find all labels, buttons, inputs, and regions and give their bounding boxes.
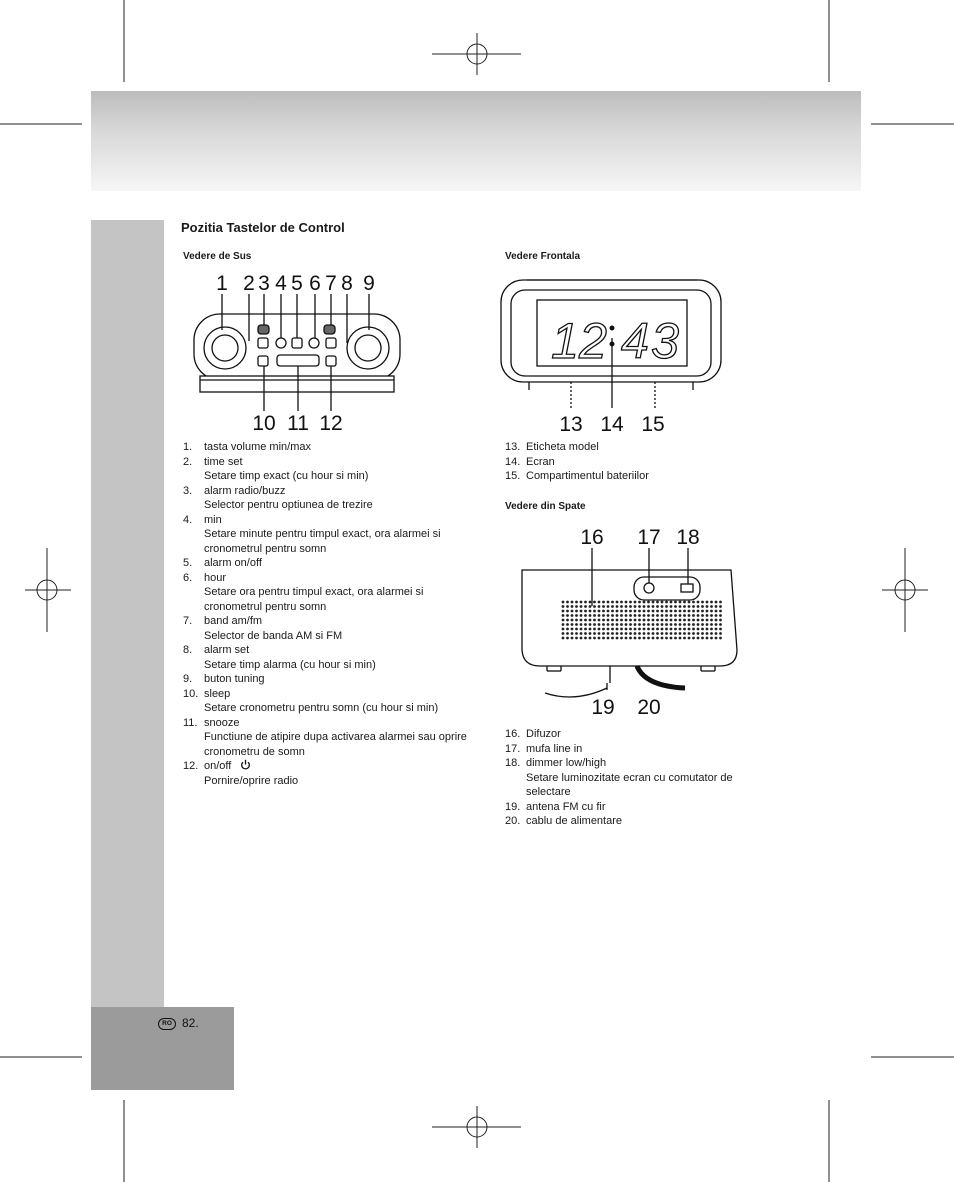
- callout-17: 17: [637, 526, 661, 549]
- callout-13: 13: [559, 413, 583, 436]
- list-item: 13. Eticheta model: [505, 441, 599, 453]
- list-item: 3. alarm radio/buzz Selector pentru optiunea de trezire: [183, 484, 373, 511]
- back-list: [505, 727, 765, 829]
- list-item: 7. band am/fm Selector de banda AM si FM: [183, 615, 343, 642]
- back-view-title: Vedere din Spate: [505, 501, 586, 512]
- callout-3: 3: [258, 272, 270, 295]
- callout-4: 4: [275, 272, 287, 295]
- page-number: 82.: [182, 1016, 199, 1030]
- callout-15: 15: [641, 413, 665, 436]
- list-item: 16. Difuzor: [505, 728, 561, 740]
- list-item: 2. time set Setare timp exact (cu hour si min): [183, 455, 369, 482]
- callout-10: 10: [252, 412, 276, 435]
- callout-16: 16: [580, 526, 604, 549]
- display-digit-4: 3: [651, 313, 679, 369]
- callout-7: 7: [325, 272, 337, 295]
- front-view-diagram: [497, 268, 727, 436]
- speaker-grille: [562, 601, 722, 640]
- list-item: 19. antena FM cu fir: [505, 800, 606, 813]
- side-bar: [91, 220, 164, 1007]
- callout-1: 1: [216, 272, 228, 295]
- back-view-diagram: [515, 518, 745, 718]
- front-list: [505, 440, 765, 484]
- list-item: 11. snooze Functiune de atipire dupa activarea alarmei sau oprire cronometru de somn: [183, 716, 467, 758]
- list-item: 17. mufa line in: [505, 742, 583, 755]
- list-item: 12. on/off Pornire/oprire radio: [183, 760, 299, 787]
- header-band: [91, 91, 861, 191]
- list-item: 6. hour Setare ora pentru timpul exact, ora alarmei si cronometrul pentru somn: [183, 571, 424, 613]
- display-digit-1: 1: [551, 313, 579, 369]
- front-view-title: Vedere Frontala: [505, 251, 581, 262]
- display-digit-2: 2: [579, 313, 607, 369]
- controls-list: [183, 440, 473, 788]
- list-item: 10. sleep Setare cronometru pentru somn (cu hour si min): [183, 687, 439, 714]
- list-item: 15. Compartimentul bateriilor: [505, 470, 649, 482]
- section-title: Pozitia Tastelor de Control: [181, 220, 345, 235]
- callout-14: 14: [600, 413, 624, 436]
- callout-8: 8: [341, 272, 353, 295]
- list-item: 18. dimmer low/high Setare luminozitate ecran cu comutator de selectare: [505, 757, 733, 798]
- callout-20: 20: [637, 696, 661, 718]
- list-item: 14. Ecran: [505, 455, 555, 468]
- language-badge: RO: [158, 1018, 176, 1030]
- callout-5: 5: [291, 272, 303, 295]
- list-item: 8. alarm set Setare timp alarma (cu hour si min): [183, 644, 376, 671]
- callout-18: 18: [676, 526, 700, 549]
- list-item: 5. alarm on/off: [183, 557, 262, 569]
- callout-12: 12: [319, 412, 343, 435]
- callout-19: 19: [591, 696, 615, 718]
- display-digit-3: 4: [621, 313, 649, 369]
- callout-2: 2: [243, 272, 255, 295]
- top-view-diagram: [190, 268, 410, 436]
- list-item: 9. buton tuning: [183, 673, 265, 685]
- callout-11: 11: [287, 412, 309, 435]
- top-view-title: Vedere de Sus: [183, 251, 252, 262]
- power-icon: [240, 759, 251, 770]
- list-item: 4. min Setare minute pentru timpul exact, ora alarmei si cronometrul pentru somn: [183, 513, 441, 555]
- callout-9: 9: [363, 272, 375, 295]
- callout-6: 6: [309, 272, 321, 295]
- list-item: 1. tasta volume min/max: [183, 441, 311, 453]
- list-item: 20. cablu de alimentare: [505, 815, 623, 827]
